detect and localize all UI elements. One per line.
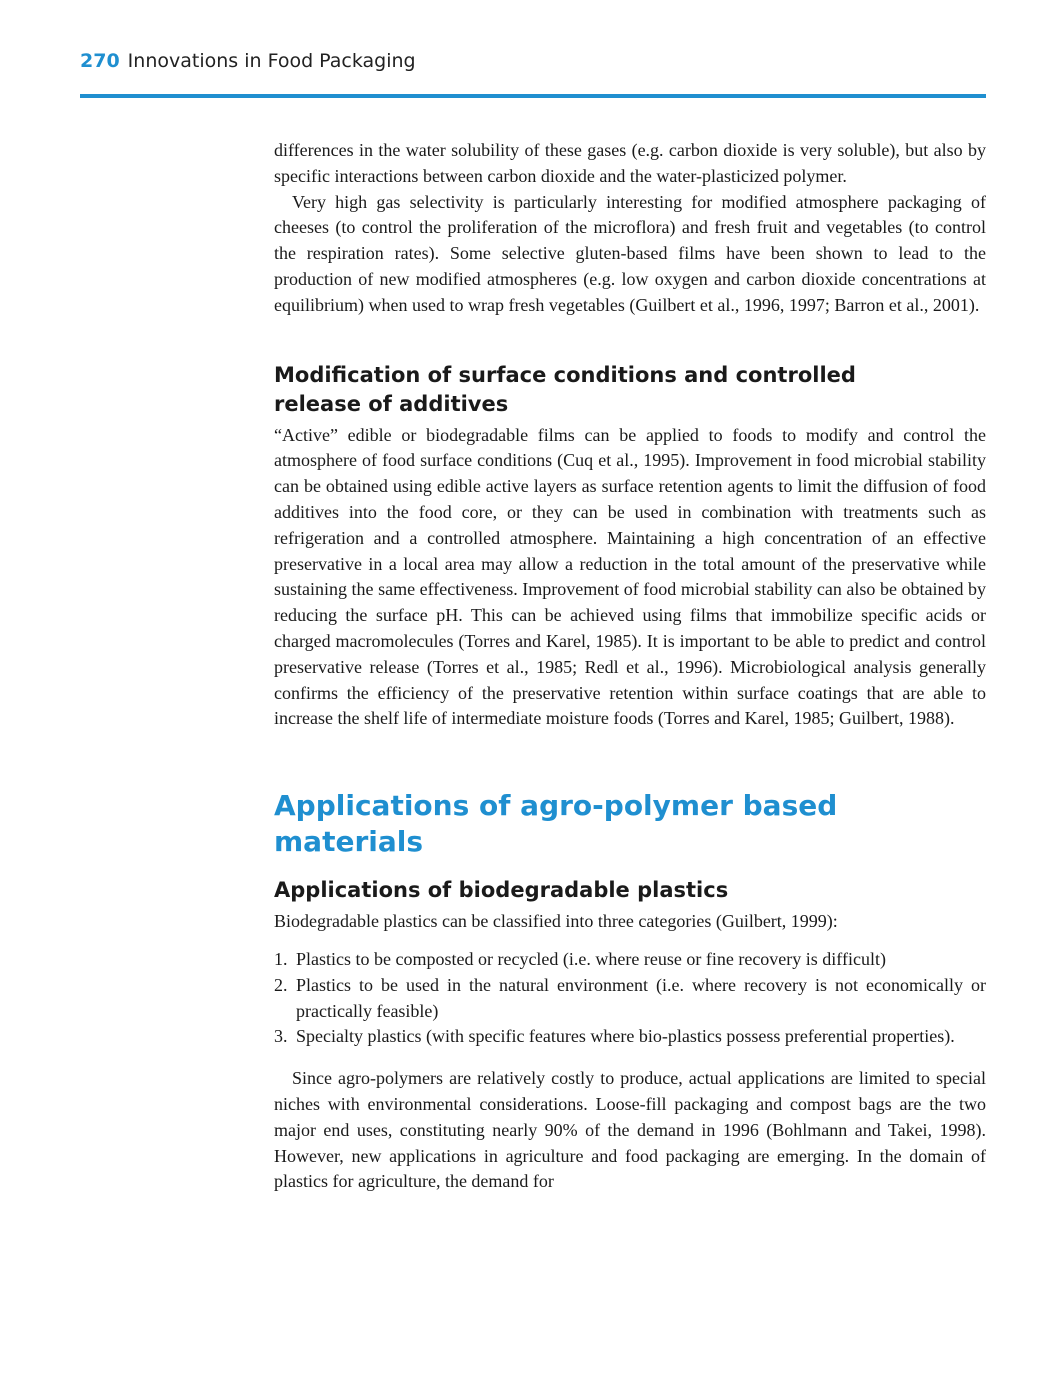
category-list bbox=[274, 947, 986, 1050]
page-content bbox=[274, 138, 986, 1195]
list-item: 3. Specialty plastics (with specific features where bio-plastics possess preferential properties). bbox=[274, 1026, 955, 1047]
list-item: 2. Plastics to be used in the natural environment (i.e. where recovery is not economically or practically feasible) bbox=[274, 974, 986, 1021]
section-heading-surface-conditions: Modification of surface conditions and controlled release of additives bbox=[274, 362, 856, 416]
header-rule bbox=[80, 94, 986, 98]
section-heading-biodegradable-plastics: Applications of biodegradable plastics bbox=[274, 878, 729, 903]
paragraph-applications: Since agro-polymers are relatively costly to produce, actual applications are limited to special niches with environmental considerations. Loose-fill packaging and compost bags are the two major end uses, constituting nearly 90% of the demand in 1996 (Bohlmann and Takei, 1998). However, new applications in agriculture and food packaging are emerging. In the domain of plastics for agriculture, the demand for bbox=[274, 1068, 986, 1192]
book-title: Innovations in Food Packaging bbox=[127, 50, 416, 72]
paragraph-active-films: “Active” edible or biodegradable films can be applied to foods to modify and control the atmosphere of food surface conditions (Cuq et al., 1995). Improvement in food microbial stability can be obtained using edible active layers as surface retention agents to limit the diffusion of food additives into the food core, or they can be used in combination with treatments such as refrigeration and a controlled atmosphere. Maintaining a high concentration of an effective preservative in a local area may allow a reduction in the total amount of the preservative while sustaining the same effectiveness. Improvement of food microbial stability can also be obtained by reducing the surface pH. This can be achieved using films that immobilize specific acids or charged macromolecules (Torres and Karel, 1985). It is important to be able to predict and control preservative release (Torres et al., 1985; Redl et al., 1996). Microbiological analysis generally confirms the efficiency of the preservative retention within surface coatings that are able to increase the shelf life of intermediate moisture foods (Torres and Karel, 1985; Guilbert, 1988). bbox=[274, 424, 986, 729]
paragraph-intro: Biodegradable plastics can be classified into three categories (Guilbert, 1999): bbox=[274, 911, 838, 932]
list-item: 1. Plastics to be composted or recycled (i.e. where reuse or fine recovery is difficult) bbox=[274, 948, 886, 969]
running-header bbox=[80, 50, 416, 72]
chapter-heading: Applications of agro-polymer based materials bbox=[274, 789, 838, 859]
paragraph-continued: differences in the water solubility of these gases (e.g. carbon dioxide is very soluble), but also by specific interactions between carbon dioxide and the water-plasticized polymer. bbox=[274, 140, 986, 186]
paragraph-gas-selectivity: Very high gas selectivity is particularly interesting for modified atmosphere packaging of cheeses (to control the proliferation of the microflora) and fresh fruit and vegetables (to control the respiration rates). Some selective gluten-based films have been shown to lead to the production of new modified atmospheres (e.g. low oxygen and carbon dioxide concentrations at equilibrium) when used to wrap fresh vegetables (Guilbert et al., 1996, 1997; Barron et al., 2001). bbox=[274, 191, 986, 315]
page-number: 270 bbox=[80, 50, 120, 72]
